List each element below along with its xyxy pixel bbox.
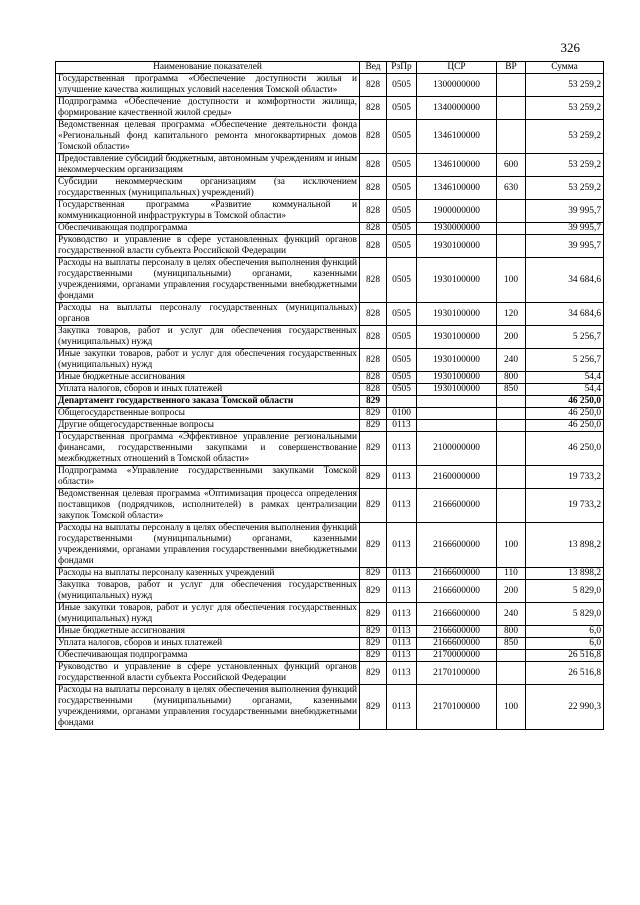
table-row bbox=[56, 154, 604, 177]
table-row bbox=[56, 638, 604, 650]
cell-name: Иные закупки товаров, работ и услуг для обеспечения государственных (муниципальных) нужд bbox=[56, 349, 360, 372]
cell-vr bbox=[497, 223, 526, 235]
cell-csr: 1930100000 bbox=[417, 372, 497, 384]
table-row bbox=[56, 580, 604, 603]
cell-csr: 2170100000 bbox=[417, 685, 497, 730]
cell-ved: 829 bbox=[360, 638, 387, 650]
cell-ved: 829 bbox=[360, 603, 387, 626]
cell-name: Закупка товаров, работ и услуг для обеспечения государственных (муниципальных) нужд bbox=[56, 580, 360, 603]
table-row bbox=[56, 650, 604, 662]
cell-name: Государственная программа «Обеспечение доступности жилья и улучшение качества жилищных условий населения Томской области» bbox=[56, 74, 360, 97]
cell-vr: 630 bbox=[497, 177, 526, 200]
cell-csr: 2166600000 bbox=[417, 603, 497, 626]
cell-rzpr: 0505 bbox=[387, 154, 417, 177]
table-row bbox=[56, 120, 604, 154]
cell-vr bbox=[497, 200, 526, 223]
cell-sum: 46 250,0 bbox=[526, 420, 604, 432]
page-number: 326 bbox=[560, 40, 580, 55]
table-row bbox=[56, 177, 604, 200]
table-row bbox=[56, 523, 604, 568]
table-row bbox=[56, 408, 604, 420]
cell-csr: 2166600000 bbox=[417, 568, 497, 580]
header-vr: ВР bbox=[497, 62, 526, 74]
cell-ved: 828 bbox=[360, 235, 387, 258]
table-header-row bbox=[56, 62, 604, 74]
cell-name: Обеспечивающая подпрограмма bbox=[56, 650, 360, 662]
cell-vr: 120 bbox=[497, 303, 526, 326]
cell-rzpr: 0113 bbox=[387, 568, 417, 580]
cell-vr bbox=[497, 432, 526, 466]
cell-name: Иные бюджетные ассигнования bbox=[56, 372, 360, 384]
cell-csr: 1346100000 bbox=[417, 120, 497, 154]
cell-name: Расходы на выплаты персоналу государственных (муниципальных) органов bbox=[56, 303, 360, 326]
cell-sum: 53 259,2 bbox=[526, 120, 604, 154]
cell-vr bbox=[497, 650, 526, 662]
cell-sum: 53 259,2 bbox=[526, 177, 604, 200]
cell-sum: 53 259,2 bbox=[526, 97, 604, 120]
cell-vr: 850 bbox=[497, 638, 526, 650]
cell-name: Расходы на выплаты персоналу в целях обеспечения выполнения функций государственными (муниципальными) органами, казенными учреждениями, органами управления государственными внебюджетными фондами bbox=[56, 523, 360, 568]
table-row bbox=[56, 372, 604, 384]
cell-vr: 110 bbox=[497, 568, 526, 580]
cell-ved: 829 bbox=[360, 523, 387, 568]
cell-ved: 829 bbox=[360, 432, 387, 466]
cell-vr: 100 bbox=[497, 523, 526, 568]
cell-csr: 2160000000 bbox=[417, 466, 497, 489]
cell-csr bbox=[417, 408, 497, 420]
cell-vr: 200 bbox=[497, 580, 526, 603]
cell-name: Ведомственная целевая программа «Обеспечение деятельности фонда «Региональный фонд капитального ремонта многоквартирных домов Томской области» bbox=[56, 120, 360, 154]
cell-sum: 5 829,0 bbox=[526, 580, 604, 603]
header-sum: Сумма bbox=[526, 62, 604, 74]
cell-sum: 46 250,0 bbox=[526, 408, 604, 420]
cell-vr bbox=[497, 235, 526, 258]
cell-vr: 600 bbox=[497, 154, 526, 177]
cell-csr bbox=[417, 420, 497, 432]
cell-rzpr: 0113 bbox=[387, 685, 417, 730]
table-row bbox=[56, 420, 604, 432]
cell-sum: 5 829,0 bbox=[526, 603, 604, 626]
cell-sum: 6,0 bbox=[526, 626, 604, 638]
cell-ved: 829 bbox=[360, 408, 387, 420]
cell-name: Подпрограмма «Обеспечение доступности и комфортности жилища, формирование качественной жилой среды» bbox=[56, 97, 360, 120]
cell-csr: 1300000000 bbox=[417, 74, 497, 97]
cell-rzpr: 0113 bbox=[387, 626, 417, 638]
cell-name: Закупка товаров, работ и услуг для обеспечения государственных (муниципальных) нужд bbox=[56, 326, 360, 349]
cell-vr bbox=[497, 466, 526, 489]
cell-rzpr: 0113 bbox=[387, 420, 417, 432]
cell-vr bbox=[497, 662, 526, 685]
cell-ved: 828 bbox=[360, 349, 387, 372]
cell-name: Государственная программа «Развитие коммунальной и коммуникационной инфраструктуры в Томской области» bbox=[56, 200, 360, 223]
cell-rzpr: 0505 bbox=[387, 97, 417, 120]
table-row bbox=[56, 326, 604, 349]
cell-rzpr: 0113 bbox=[387, 650, 417, 662]
cell-ved: 829 bbox=[360, 580, 387, 603]
cell-ved: 828 bbox=[360, 154, 387, 177]
cell-sum: 26 516,8 bbox=[526, 662, 604, 685]
cell-csr: 2166600000 bbox=[417, 638, 497, 650]
cell-sum: 53 259,2 bbox=[526, 154, 604, 177]
table-row bbox=[56, 685, 604, 730]
cell-ved: 829 bbox=[360, 662, 387, 685]
cell-ved: 828 bbox=[360, 97, 387, 120]
cell-sum: 34 684,6 bbox=[526, 303, 604, 326]
cell-ved: 829 bbox=[360, 626, 387, 638]
cell-name: Руководство и управление в сфере установленных функций органов государственной власти субъекта Российской Федерации bbox=[56, 235, 360, 258]
table-row bbox=[56, 223, 604, 235]
cell-csr: 1900000000 bbox=[417, 200, 497, 223]
cell-rzpr: 0113 bbox=[387, 603, 417, 626]
cell-sum: 5 256,7 bbox=[526, 326, 604, 349]
cell-sum: 39 995,7 bbox=[526, 235, 604, 258]
cell-csr: 2166600000 bbox=[417, 626, 497, 638]
cell-rzpr: 0113 bbox=[387, 466, 417, 489]
cell-name: Обеспечивающая подпрограмма bbox=[56, 223, 360, 235]
cell-csr: 1346100000 bbox=[417, 154, 497, 177]
header-name: Наименование показателей bbox=[56, 62, 360, 74]
table-row bbox=[56, 303, 604, 326]
cell-name: Уплата налогов, сборов и иных платежей bbox=[56, 384, 360, 396]
cell-name: Департамент государственного заказа Томской области bbox=[56, 396, 360, 408]
cell-rzpr: 0505 bbox=[387, 303, 417, 326]
table-row bbox=[56, 258, 604, 303]
cell-csr: 1930100000 bbox=[417, 349, 497, 372]
cell-rzpr: 0113 bbox=[387, 489, 417, 523]
cell-csr bbox=[417, 396, 497, 408]
cell-vr: 800 bbox=[497, 372, 526, 384]
cell-sum: 22 990,3 bbox=[526, 685, 604, 730]
cell-ved: 828 bbox=[360, 120, 387, 154]
cell-rzpr: 0505 bbox=[387, 384, 417, 396]
cell-rzpr: 0113 bbox=[387, 580, 417, 603]
cell-csr: 2100000000 bbox=[417, 432, 497, 466]
cell-vr bbox=[497, 97, 526, 120]
cell-ved: 828 bbox=[360, 326, 387, 349]
cell-vr: 240 bbox=[497, 349, 526, 372]
cell-sum: 39 995,7 bbox=[526, 223, 604, 235]
table-row bbox=[56, 200, 604, 223]
cell-rzpr: 0505 bbox=[387, 326, 417, 349]
cell-name: Иные бюджетные ассигнования bbox=[56, 626, 360, 638]
table-row bbox=[56, 384, 604, 396]
cell-sum: 39 995,7 bbox=[526, 200, 604, 223]
table-row bbox=[56, 662, 604, 685]
cell-ved: 828 bbox=[360, 200, 387, 223]
cell-name: Расходы на выплаты персоналу в целях обеспечения выполнения функций государственными (муниципальными) органами, казенными учреждениями, органами управления государственными внебюджетными фондами bbox=[56, 258, 360, 303]
cell-vr bbox=[497, 396, 526, 408]
cell-csr: 2166600000 bbox=[417, 489, 497, 523]
cell-rzpr: 0505 bbox=[387, 177, 417, 200]
table-row bbox=[56, 466, 604, 489]
cell-csr: 2170100000 bbox=[417, 662, 497, 685]
cell-ved: 829 bbox=[360, 466, 387, 489]
cell-name: Расходы на выплаты персоналу казенных учреждений bbox=[56, 568, 360, 580]
cell-csr: 1930100000 bbox=[417, 326, 497, 349]
cell-vr bbox=[497, 74, 526, 97]
header-csr: ЦСР bbox=[417, 62, 497, 74]
cell-name: Общегосударственные вопросы bbox=[56, 408, 360, 420]
cell-ved: 828 bbox=[360, 177, 387, 200]
table-row bbox=[56, 74, 604, 97]
cell-rzpr: 0505 bbox=[387, 120, 417, 154]
cell-ved: 829 bbox=[360, 396, 387, 408]
cell-name: Расходы на выплаты персоналу в целях обеспечения выполнения функций государственными (муниципальными) органами, казенными учреждениями, органами управления государственными внебюджетными фондами bbox=[56, 685, 360, 730]
cell-vr: 800 bbox=[497, 626, 526, 638]
cell-sum: 13 898,2 bbox=[526, 568, 604, 580]
cell-csr: 2166600000 bbox=[417, 580, 497, 603]
cell-rzpr: 0505 bbox=[387, 200, 417, 223]
table-row bbox=[56, 432, 604, 466]
cell-name: Государственная программа «Эффективное управление региональными финансами, государственными закупками и совершенствование межбюджетных отношений в Томской области» bbox=[56, 432, 360, 466]
table-row bbox=[56, 568, 604, 580]
cell-csr: 1930100000 bbox=[417, 258, 497, 303]
cell-csr: 2166600000 bbox=[417, 523, 497, 568]
cell-csr: 1930100000 bbox=[417, 235, 497, 258]
cell-csr: 2170000000 bbox=[417, 650, 497, 662]
cell-vr bbox=[497, 420, 526, 432]
cell-vr: 200 bbox=[497, 326, 526, 349]
cell-ved: 828 bbox=[360, 372, 387, 384]
cell-rzpr: 0100 bbox=[387, 408, 417, 420]
cell-ved: 829 bbox=[360, 489, 387, 523]
cell-sum: 6,0 bbox=[526, 638, 604, 650]
cell-rzpr: 0505 bbox=[387, 74, 417, 97]
cell-rzpr: 0113 bbox=[387, 638, 417, 650]
cell-sum: 13 898,2 bbox=[526, 523, 604, 568]
cell-vr: 100 bbox=[497, 685, 526, 730]
cell-rzpr: 0113 bbox=[387, 432, 417, 466]
cell-ved: 828 bbox=[360, 258, 387, 303]
cell-sum: 54,4 bbox=[526, 384, 604, 396]
cell-rzpr: 0505 bbox=[387, 349, 417, 372]
cell-ved: 829 bbox=[360, 650, 387, 662]
cell-name: Ведомственная целевая программа «Оптимизация процесса определения поставщиков (подрядчиков, исполнителей) в рамках централизации закупок Томской области» bbox=[56, 489, 360, 523]
cell-ved: 829 bbox=[360, 685, 387, 730]
cell-vr: 100 bbox=[497, 258, 526, 303]
cell-ved: 828 bbox=[360, 223, 387, 235]
cell-ved: 829 bbox=[360, 420, 387, 432]
cell-name: Предоставление субсидий бюджетным, автономным учреждениям и иным некоммерческим организациям bbox=[56, 154, 360, 177]
table-row bbox=[56, 235, 604, 258]
cell-name: Субсидии некоммерческим организациям (за исключением государственных (муниципальных) учреждений) bbox=[56, 177, 360, 200]
cell-vr: 240 bbox=[497, 603, 526, 626]
cell-sum: 34 684,6 bbox=[526, 258, 604, 303]
cell-vr bbox=[497, 120, 526, 154]
header-rzpr: РзПр bbox=[387, 62, 417, 74]
table-row bbox=[56, 349, 604, 372]
cell-csr: 1346100000 bbox=[417, 177, 497, 200]
cell-csr: 1930100000 bbox=[417, 303, 497, 326]
cell-sum: 5 256,7 bbox=[526, 349, 604, 372]
cell-sum: 54,4 bbox=[526, 372, 604, 384]
table-row bbox=[56, 396, 604, 408]
cell-sum: 26 516,8 bbox=[526, 650, 604, 662]
cell-name: Руководство и управление в сфере установленных функций органов государственной власти субъекта Российской Федерации bbox=[56, 662, 360, 685]
cell-rzpr: 0505 bbox=[387, 372, 417, 384]
table-row bbox=[56, 97, 604, 120]
cell-sum: 46 250,0 bbox=[526, 396, 604, 408]
cell-sum: 19 733,2 bbox=[526, 466, 604, 489]
cell-rzpr: 0505 bbox=[387, 235, 417, 258]
table-row bbox=[56, 603, 604, 626]
table-row bbox=[56, 626, 604, 638]
cell-csr: 1930000000 bbox=[417, 223, 497, 235]
cell-name: Подпрограмма «Управление государственными закупками Томской области» bbox=[56, 466, 360, 489]
cell-name: Другие общегосударственные вопросы bbox=[56, 420, 360, 432]
cell-ved: 828 bbox=[360, 74, 387, 97]
table-row bbox=[56, 489, 604, 523]
cell-rzpr: 0505 bbox=[387, 223, 417, 235]
cell-sum: 19 733,2 bbox=[526, 489, 604, 523]
cell-name: Уплата налогов, сборов и иных платежей bbox=[56, 638, 360, 650]
cell-csr: 1930100000 bbox=[417, 384, 497, 396]
cell-rzpr: 0505 bbox=[387, 258, 417, 303]
cell-ved: 828 bbox=[360, 384, 387, 396]
cell-vr bbox=[497, 489, 526, 523]
cell-rzpr: 0113 bbox=[387, 662, 417, 685]
cell-sum: 53 259,2 bbox=[526, 74, 604, 97]
budget-table bbox=[55, 61, 604, 730]
cell-rzpr: 0113 bbox=[387, 523, 417, 568]
cell-ved: 829 bbox=[360, 568, 387, 580]
header-ved: Вед bbox=[360, 62, 387, 74]
cell-ved: 828 bbox=[360, 303, 387, 326]
cell-name: Иные закупки товаров, работ и услуг для обеспечения государственных (муниципальных) нужд bbox=[56, 603, 360, 626]
cell-vr: 850 bbox=[497, 384, 526, 396]
cell-sum: 46 250,0 bbox=[526, 432, 604, 466]
cell-csr: 1340000000 bbox=[417, 97, 497, 120]
cell-rzpr bbox=[387, 396, 417, 408]
cell-vr bbox=[497, 408, 526, 420]
